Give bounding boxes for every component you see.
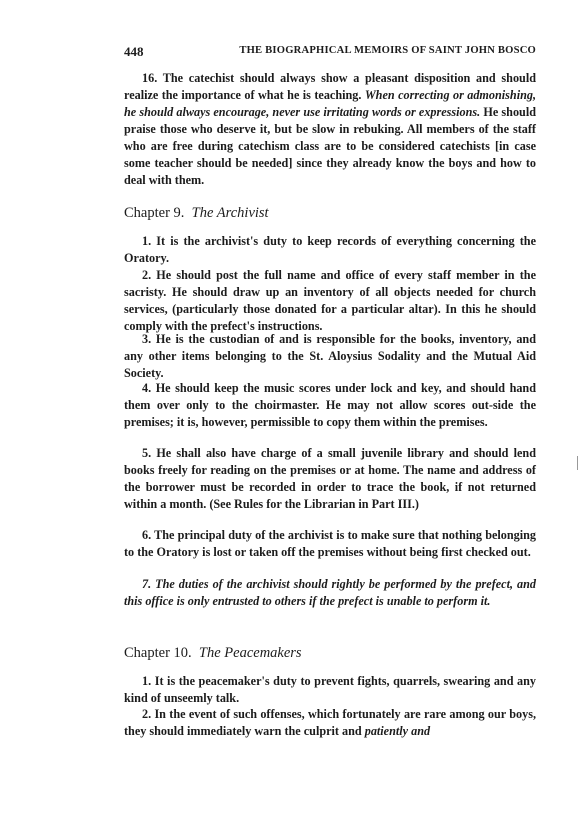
paragraph-16 <box>124 70 536 189</box>
ch10-item-2-text: 2. In the event of such offenses, which fortunately are rare among our boys, they should immediately warn the culprit and <box>124 707 536 738</box>
running-title: THE BIOGRAPHICAL MEMOIRS OF SAINT JOHN BOSCO <box>239 45 536 56</box>
ch9-item-1: 1. It is the archivist's duty to keep records of everything concerning the Oratory. <box>124 234 536 265</box>
page-edge-mark <box>577 456 578 470</box>
paragraph-16-italic: When correcting or admonishing, he should always encourage, never use irritating words or expressions. <box>124 88 536 119</box>
chapter-9-heading <box>124 205 536 222</box>
ch9-item-3: 3. He is the custodian of and is responsible for the books, inventory, and any other items belonging to the St. Aloysius Sodality and the Mutual Aid Society. <box>124 332 536 380</box>
ch9-item-6: 6. The principal duty of the archivist is to make sure that nothing belonging to the Oratory is lost or taken off the premises without being first checked out. <box>124 528 536 559</box>
chapter-10-heading <box>124 645 536 662</box>
paragraph-16-text: 16. The catechist should always show a pleasant disposition and should realize the importance of what he is teaching. <box>124 71 536 102</box>
ch9-item-4: 4. He should keep the music scores under lock and key, and should hand them over only to the choirmaster. He may not allow scores out-side the premises; it is, however, permissible to copy them within the premises. <box>124 381 536 429</box>
ch9-item-5: 5. He shall also have charge of a small juvenile library and should lend books freely for reading on the premises or at home. The name and address of the borrower must be recorded in order to trace the book, if not returned within a month. (See Rules for the Librarian in Part III.) <box>124 446 536 511</box>
page-number: 448 <box>124 44 144 59</box>
ch9-item-7: 7. The duties of the archivist should rightly be performed by the prefect, and this office is only entrusted to others if the prefect is unable to perform it. <box>124 577 536 608</box>
paragraph-16-text-cont: He should praise those who deserve it, but be slow in rebuking. All members of the staff who are free during catechism class are to be considered catechists [in case some teacher should be needed] since they already know the boys and how to deal with them. <box>124 105 536 187</box>
chapter-10-title: The Peacemakers <box>198 645 302 661</box>
ch9-item-2: 2. He should post the full name and office of every staff member in the sacristy. He should draw up an inventory of all objects needed for church services, (particularly those donated for a particular altar). In this he should comply with the prefect's instructions. <box>124 268 536 333</box>
chapter-9-number: Chapter 9. <box>124 205 185 221</box>
ch10-item-2-italic: patiently and <box>364 724 431 738</box>
ch10-item-1: 1. It is the peacemaker's duty to prevent fights, quarrels, swearing and any kind of unseemly talk. <box>124 674 536 705</box>
chapter-9-title: The Archivist <box>191 205 269 221</box>
page-header <box>124 44 536 62</box>
ch10-item-2 <box>124 706 536 740</box>
chapter-10-number: Chapter 10. <box>124 645 192 661</box>
